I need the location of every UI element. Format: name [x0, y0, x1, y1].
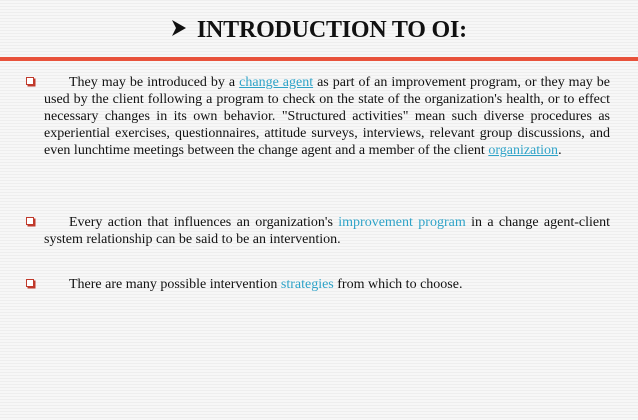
change-agent-link[interactable]: change agent: [239, 75, 314, 90]
bullet-item-2: [26, 214, 610, 248]
slide-title-row: [0, 17, 638, 44]
bullet-text-1: They may be introduced by a change agent as part of an improvement program, or they may be used by the client following a program to check on the state of the organization's health, or to effect necessary changes in its own behavior. "Structured activities" mean such diverse procedures as experiential exercises, questionnaires, attitude surveys, interviews, relevant group discussions, and even lunchtime meetings between the change agent and a member of the client organization.: [44, 75, 610, 158]
bullet-item-1: [26, 74, 610, 159]
bullet-text-2: Every action that influences an organization's improvement program in a change agent-client system relationship can be said to be an intervention.: [44, 215, 611, 247]
slide-title: INTRODUCTION TO OI:: [196, 17, 467, 43]
square-bullet-icon: [26, 279, 34, 287]
title-divider: [0, 57, 638, 61]
square-bullet-icon: [26, 217, 34, 225]
arrow-bullet-icon: [171, 17, 187, 44]
square-bullet-icon: [26, 77, 34, 85]
strategies-link[interactable]: strategies: [280, 277, 334, 292]
organization-link[interactable]: organization: [488, 143, 559, 158]
improvement-program-link[interactable]: improvement program: [338, 215, 466, 230]
bullet-text-3: There are many possible intervention strategies from which to choose.: [69, 277, 463, 292]
bullet-item-3: [26, 276, 610, 293]
